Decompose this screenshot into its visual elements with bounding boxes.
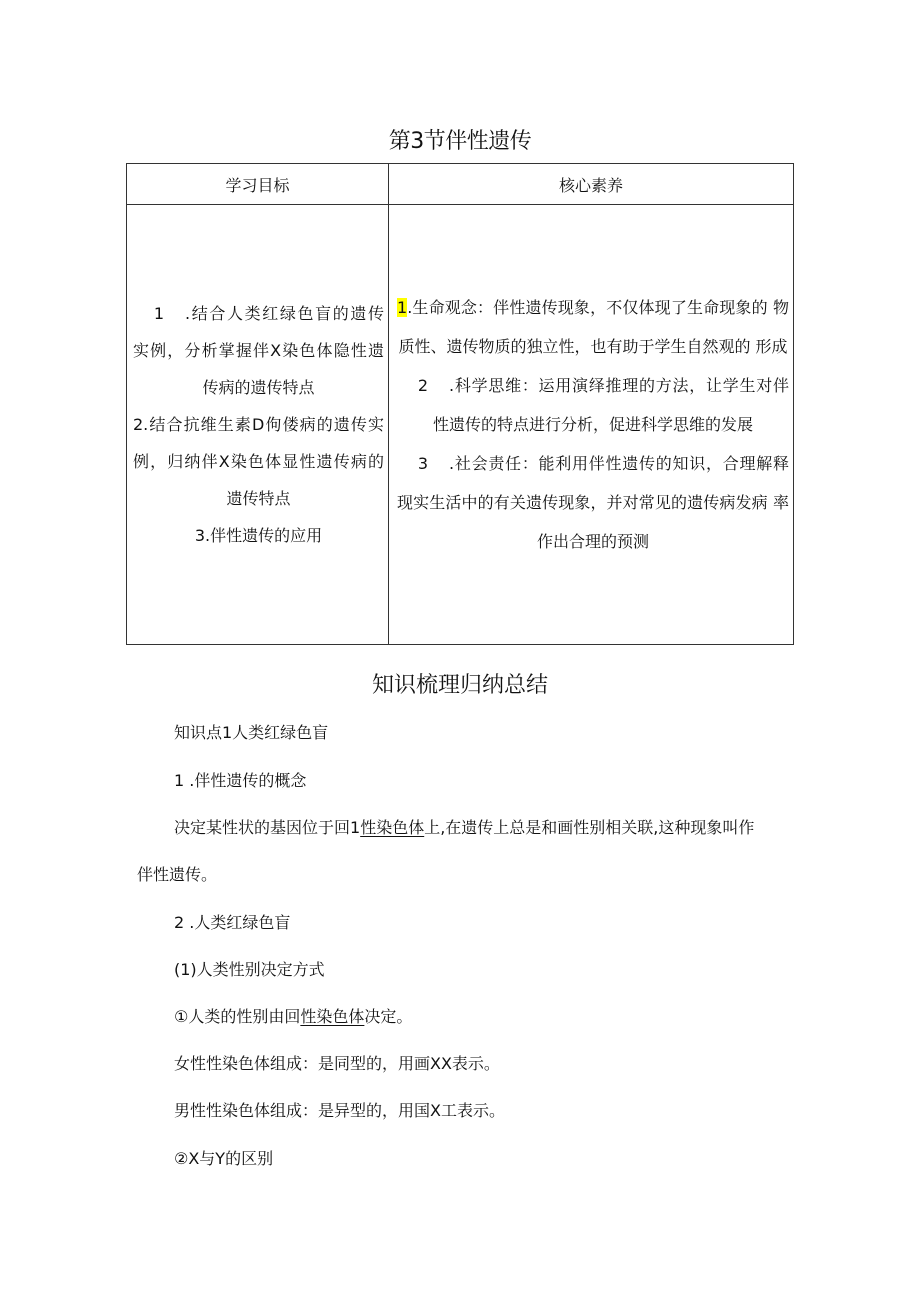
goal-1-number: 1: [153, 304, 165, 323]
literacy-1: 1.生命观念：伴性遗传现象，不仅体现了生命现象的 物质性、遗传物质的独立性，也有助于学生自然观的 形成: [397, 298, 789, 356]
heading-concept: 1 .伴性遗传的概念: [174, 771, 307, 790]
definition-paragraph-end: 伴性遗传。: [137, 865, 218, 884]
table-body-row: [127, 205, 794, 645]
subheading-sex-determination: (1)人类性别决定方式: [174, 960, 325, 979]
statement-xy-difference: ②X与Y的区别: [174, 1149, 274, 1168]
answer-sex-chromosome-2: 性染色体: [300, 1007, 365, 1026]
core-literacy-cell: [389, 205, 794, 645]
goal-2: 2.结合抗维生素D佝偻病的遗传实 例，归纳伴X染色体显性遗传病的 遗传特点: [133, 415, 384, 508]
literacy-1-number: 1: [397, 298, 408, 317]
header-core-literacy: 核心素养: [389, 164, 794, 205]
definition-paragraph: 决定某性状的基因位于回1性染色体上,在遗传上总是和画性别相关联,这种现象叫作: [174, 818, 755, 837]
statement-female: 女性性染色体组成：是同型的，用画XX表示。: [174, 1054, 500, 1073]
statement-1: ①人类的性别由回性染色体决定。: [174, 1007, 413, 1026]
goals-table: [126, 163, 794, 645]
literacy-2: 2 .科学思维：运用演绎推理的方法，让学生对伴 性遗传的特点进行分析，促进科学思维的发展: [397, 366, 789, 444]
page-title: 第3节伴性遗传: [388, 129, 532, 154]
heading-colorblindness: 2 .人类红绿色盲: [174, 913, 291, 932]
literacy-3-number: 3: [417, 454, 429, 473]
answer-sex-chromosome: 性染色体: [360, 818, 425, 837]
literacy-3: 3 .社会责任：能利用伴性遗传的知识，合理解释 现实生活中的有关遗传现象，并对常见的遗传病发病 率作出合理的预测: [397, 444, 789, 561]
learning-goals-cell: [127, 205, 389, 645]
section-title: 知识梳理归纳总结: [371, 673, 548, 698]
knowledge-point-heading: 知识点1人类红绿色盲: [174, 723, 329, 742]
goal-1: 1 .结合人类红绿色盲的遗传 实例，分析掌握伴X染色体隐性遗 传病的遗传特点: [133, 295, 384, 406]
literacy-2-number: 2: [417, 376, 429, 395]
statement-male: 男性性染色体组成：是异型的，用国X工表示。: [174, 1101, 505, 1120]
goal-3: 3.伴性遗传的应用: [194, 526, 323, 545]
table-header-row: [127, 164, 794, 205]
header-learning-goals: 学习目标: [127, 164, 389, 205]
